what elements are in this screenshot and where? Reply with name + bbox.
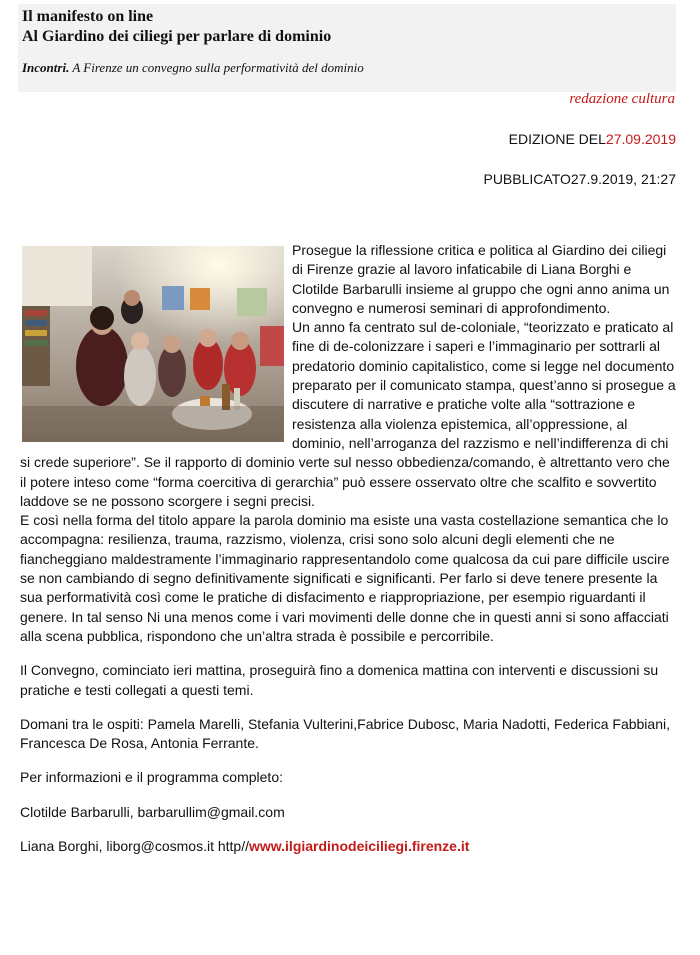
subtitle-text: A Firenze un convegno sulla performatività del dominio [72, 60, 364, 75]
article-body [20, 241, 676, 856]
paragraph: Prosegue la riflessione critica e politica al Giardino dei ciliegi di Firenze grazie al lavoro infaticabile di Liana Borghi e Clotilde Barbarulli insieme al gruppo che ogni anno anima un convegno e numerosi seminari di approfondimento. [292, 242, 670, 316]
paragraph: Il Convegno, cominciato ieri mattina, proseguirà fino a domenica mattina con interventi e discussioni su pratiche e testi collegati a questi temi. [20, 662, 659, 698]
article-kicker: Incontri. [22, 60, 70, 75]
source-name: Il manifesto on line [22, 8, 154, 25]
published-value: 27.9.2019, 21:27 [570, 171, 676, 187]
edition-date: 27.09.2019 [605, 131, 676, 147]
paragraph: Per informazioni e il programma completo: [20, 769, 283, 786]
edition-line [509, 131, 676, 147]
author-byline: redazione cultura [569, 91, 675, 107]
website-link[interactable]: www.ilgiardinodeiciliegi.firenze.it [249, 838, 470, 855]
contact-text: Liana Borghi, liborg@cosmos.it http// [20, 838, 249, 855]
paragraph: Un anno fa centrato sul de-coloniale, “teorizzato e praticato al fine di de-colonizzare i saperi e l’immaginario per sottrarli al predatorio dominio capitalistico, come si legge nel documento preparato per il comunicato stampa, quest’anno si prosegue a discutere di narrative e pratiche volte alla “sottrazione e resistenza alla violenza epistemica, all’oppressione, al dominio, nell’arroganza del razzismo e nell’indifferenza di chi si crede superiore”. Se il rapporto di dominio verte sul nesso obbedienza/comando, è altrettanto vero che il potere inteso come “forma coercitiva di gerarchia” può essere osservato oltre che scalfito e sovvertito laddove se ne possono scorgere i segni precisi. [20, 319, 676, 509]
published-label: PUBBLICATO [483, 171, 571, 187]
paragraph: Clotilde Barbarulli, barbarullim@gmail.com [20, 803, 285, 820]
published-line [483, 171, 676, 187]
article-subtitle [22, 60, 676, 76]
paragraph: Domani tra le ospiti: Pamela Marelli, Stefania Vulterini,Fabrice Dubosc, Maria Nadotti, Federica Fabbiani, Francesca De Rosa, Antonia Ferrante. [20, 715, 670, 752]
article-title: Al Giardino dei ciliegi per parlare di dominio [22, 28, 332, 45]
edition-label: EDIZIONE DEL [508, 131, 606, 147]
article-header [18, 4, 676, 92]
photo-spacer [20, 241, 292, 437]
contact-line [20, 837, 676, 856]
paragraph: E così nella forma del titolo appare la parola dominio ma esiste una vasta costellazione semantica che lo accompagna: resilienza, trauma, razzismo, violenza, crisi sono solo alcuni degli elementi che ne fiancheggiano maldestramente l’immaginario rappresentandolo come qualcosa da cui pare difficile uscire se non cambiando di segno definitivamente significati e significanti. Per farlo si deve tenere presente la sua performatività così come le pratiche di disfacimento e riappropriazione, per esempio riguardanti il genere. In tal senso Ni una menos come i vari movimenti delle donne che in questi anni si sono affacciati alla scena pubblica, rispondono che un’altra strada è possibile e percorribile. [20, 512, 670, 644]
